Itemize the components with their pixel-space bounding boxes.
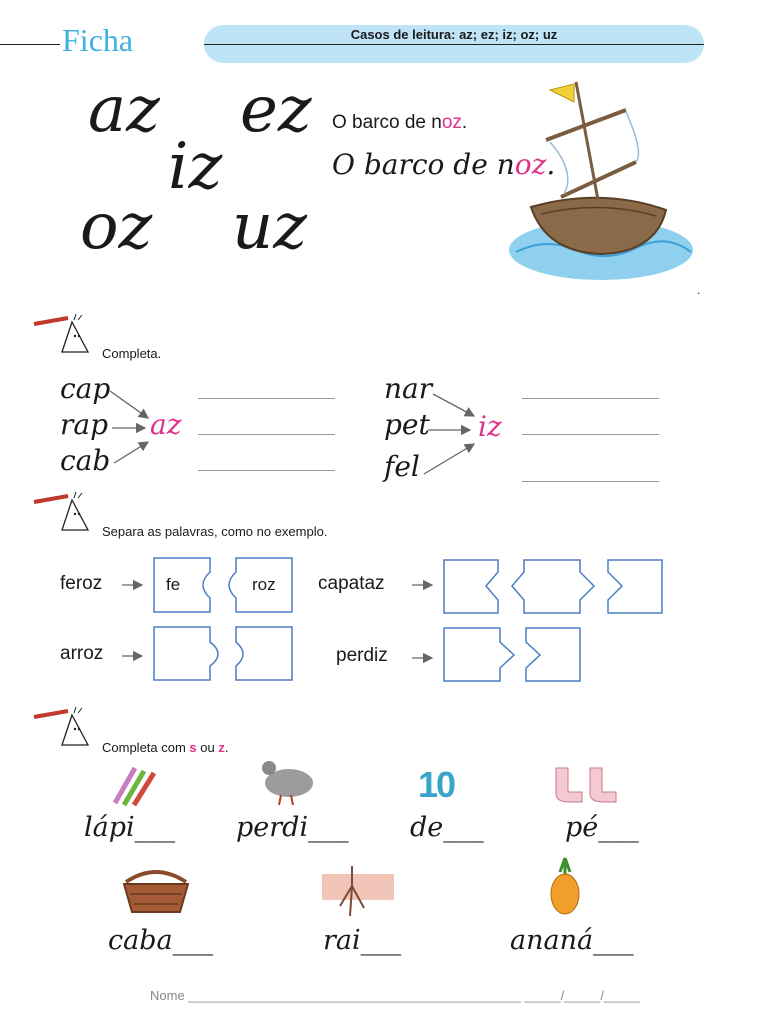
word-rap: rap bbox=[60, 408, 109, 441]
root-image bbox=[322, 866, 396, 922]
example-part-2: roz bbox=[252, 575, 276, 594]
exercise-1-instruction: Completa. bbox=[102, 346, 162, 361]
word-perdiz: perdi___ bbox=[236, 812, 349, 843]
word-perdiz: perdiz bbox=[336, 645, 388, 666]
name-date-line[interactable]: Nome ______________________________________________ _____/_____/_____ bbox=[150, 988, 641, 1003]
subtitle-text: Casos de leitura: az; ez; iz; oz; uz bbox=[350, 27, 558, 42]
word-cap: cap bbox=[60, 372, 111, 405]
syllable-az: az bbox=[88, 73, 160, 147]
word-feroz: feroz bbox=[60, 573, 103, 594]
target-iz: iz bbox=[478, 410, 502, 443]
word-ananas: ananá___ bbox=[510, 925, 634, 956]
pineapple-image bbox=[548, 856, 582, 916]
word-fel: fel bbox=[384, 450, 420, 483]
word-dez: de___ bbox=[410, 812, 484, 843]
sentence-script: O barco de noz. bbox=[332, 148, 556, 181]
stray-dot: . bbox=[697, 283, 701, 297]
word-pet: pet bbox=[384, 408, 430, 441]
feet-image bbox=[550, 766, 622, 806]
page-title: Ficha bbox=[62, 22, 134, 58]
syllable-iz: iz bbox=[168, 130, 223, 204]
pencils-image bbox=[110, 763, 160, 809]
target-az: az bbox=[150, 408, 182, 441]
basket-image bbox=[120, 862, 192, 917]
syllable-uz: uz bbox=[232, 190, 307, 264]
word-cab: cab bbox=[60, 444, 111, 477]
word-nar: nar bbox=[384, 372, 433, 405]
word-capataz: capataz bbox=[318, 573, 385, 594]
syllable-oz: oz bbox=[80, 190, 153, 264]
word-cabaz: caba___ bbox=[108, 925, 214, 956]
word-raiz: rai___ bbox=[323, 925, 402, 956]
syllable-ez: ez bbox=[240, 73, 312, 147]
word-lapis: lápi___ bbox=[84, 812, 176, 843]
number-ten-image: 10 bbox=[418, 764, 455, 805]
word-arroz: arroz bbox=[60, 643, 104, 664]
exercise-3-instruction: Completa com s ou z. bbox=[102, 740, 229, 755]
pencil-mascot-icon bbox=[32, 705, 100, 751]
partridge-image bbox=[255, 753, 323, 808]
word-pes: pé___ bbox=[565, 812, 639, 843]
example-part-1: fe bbox=[166, 575, 181, 594]
sentence-print: O barco de noz. bbox=[332, 112, 468, 133]
exercise-2-instruction: Separa as palavras, como no exemplo. bbox=[102, 524, 328, 539]
